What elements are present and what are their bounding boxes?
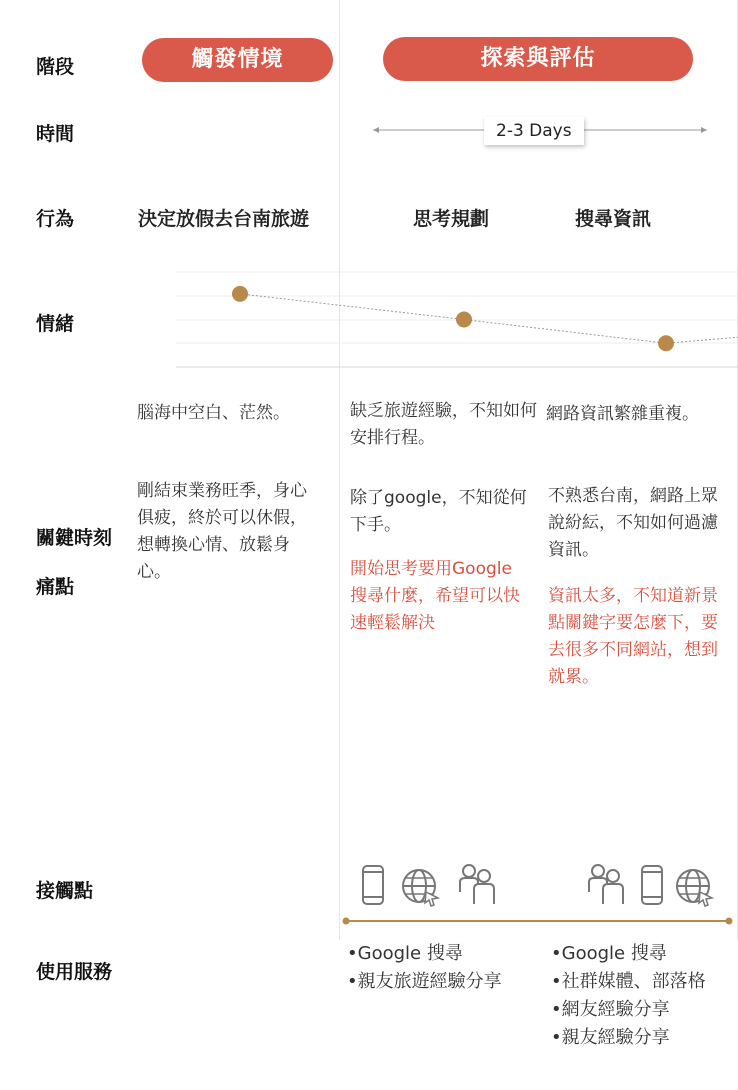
time-duration-label: 2-3 Days xyxy=(484,117,584,145)
stage-pill-explore: 探索與評估 xyxy=(383,37,693,81)
moment-col1: 腦海中空白、茫然。 xyxy=(137,403,290,423)
phone-icon xyxy=(357,864,397,908)
row-label-emotion: 情緒 xyxy=(36,313,75,335)
row-label-key-moments-line1: 關鍵時刻 xyxy=(36,527,113,549)
emotion-dot xyxy=(658,335,674,351)
service-item: •Google 搜尋 xyxy=(551,943,667,964)
row-label-touchpoints: 接觸點 xyxy=(36,880,94,902)
emotion-curve-chart xyxy=(176,270,738,370)
service-item: •親友旅遊經驗分享 xyxy=(347,971,502,992)
emotion-dot xyxy=(456,312,472,328)
services-col2 xyxy=(347,940,502,996)
globe-icon xyxy=(400,864,440,908)
people-icon xyxy=(586,862,626,906)
emotion-dot xyxy=(232,286,248,302)
row-label-key-moments-line2: 痛點 xyxy=(36,576,75,598)
row-label-time: 時間 xyxy=(36,123,75,145)
row-label-stage: 階段 xyxy=(36,56,75,78)
services-col3 xyxy=(551,940,706,1052)
services-divider xyxy=(340,914,736,928)
pain-col1: 剛結束業務旺季，身心俱疲，終於可以休假，想轉換心情、放鬆身心。 xyxy=(137,481,307,582)
pain-col2: 除了google，不知從何下手。 xyxy=(350,488,527,535)
phone-icon xyxy=(636,864,676,908)
highlight-col2: 開始思考要用Google搜尋什麼，希望可以快速輕鬆解決 xyxy=(350,559,520,633)
people-icon xyxy=(457,862,497,906)
stage-pill-trigger: 觸發情境 xyxy=(142,38,333,82)
column-divider-1 xyxy=(339,0,340,940)
service-item: •Google 搜尋 xyxy=(347,943,463,964)
highlight-col3: 資訊太多，不知道新景點關鍵字要怎麼下，要去很多不同網站，想到就累。 xyxy=(548,586,718,687)
service-item: •社群媒體、部落格 xyxy=(551,971,706,992)
globe-icon xyxy=(674,864,714,908)
pain-col3: 不熟悉台南，網路上眾說紛紜，不知如何過濾資訊。 xyxy=(548,486,718,560)
moment-col3: 網路資訊繁雜重複。 xyxy=(546,404,699,424)
service-item: •親友經驗分享 xyxy=(551,1027,670,1048)
row-label-behavior: 行為 xyxy=(36,208,75,230)
moment-col2: 缺乏旅遊經驗，不知如何安排行程。 xyxy=(350,401,537,448)
behavior-decide-trip: 決定放假去台南旅遊 xyxy=(138,208,310,230)
service-item: •網友經驗分享 xyxy=(551,999,670,1020)
row-label-services: 使用服務 xyxy=(36,961,113,983)
behavior-search-info: 搜尋資訊 xyxy=(575,208,652,230)
behavior-planning: 思考規劃 xyxy=(413,208,490,230)
row-label-key-moments xyxy=(36,514,112,612)
